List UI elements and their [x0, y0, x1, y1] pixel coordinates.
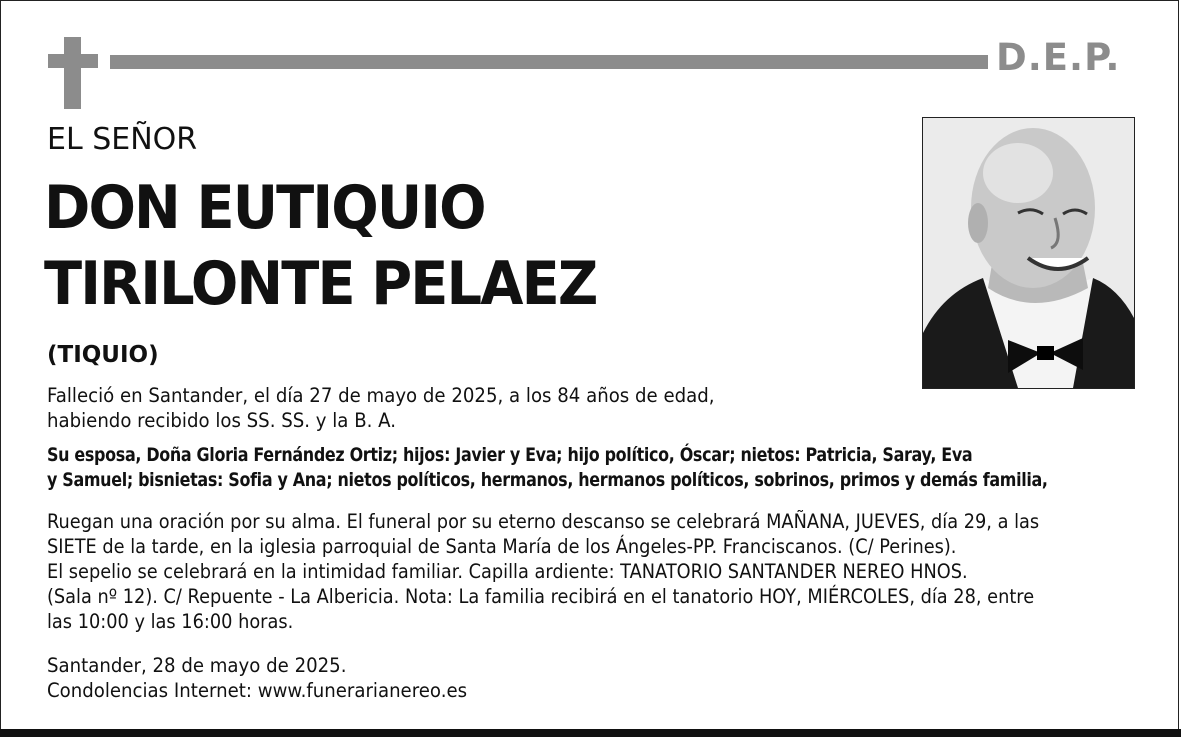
funeral-line: (Sala nº 12). C/ Repuente - La Albericia. Nota: La familia recibirá en el tanatorio HOY, MIÉRCOLES, día 28, entre — [47, 585, 1035, 608]
funeral-line: El sepelio se celebrará en la intimidad familiar. Capilla ardiente: TANATORIO SANTANDER NEREO HNOS. — [47, 560, 968, 583]
nickname: (TIQUIO) — [47, 342, 159, 368]
intro-label: EL SEÑOR — [47, 122, 198, 157]
funeral-line: Ruegan una oración por su alma. El funeral por su eterno descanso se celebrará MAÑANA, JUEVES, día 29, a las — [47, 510, 1040, 533]
bottom-border — [0, 729, 1181, 737]
closing — [47, 653, 467, 703]
header-rule — [110, 55, 988, 69]
cross-icon — [48, 37, 98, 109]
funeral-details — [47, 509, 1039, 634]
portrait-photo — [922, 117, 1135, 389]
deceased-name — [44, 170, 596, 322]
death-notice-line: Falleció en Santander, el día 27 de mayo de 2025, a los 84 años de edad, — [47, 384, 715, 407]
death-notice-line: habiendo recibido los SS. SS. y la B. A. — [47, 409, 397, 432]
family-line: y Samuel; bisnietas: Sofia y Ana; nietos políticos, hermanos, hermanos políticos, sobrinos, primos y demás familia, — [47, 469, 1048, 491]
dep-label: D.E.P. — [996, 36, 1121, 79]
name-line-1: DON EUTIQUIO — [44, 173, 485, 243]
death-notice — [47, 383, 715, 433]
closing-date: Santander, 28 de mayo de 2025. — [47, 654, 347, 677]
funeral-line: las 10:00 y las 16:00 horas. — [47, 610, 294, 633]
name-line-2: TIRILONTE PELAEZ — [44, 249, 597, 319]
condolences-line: Condolencias Internet: www.funerarianereo.es — [47, 679, 468, 702]
family-line: Su esposa, Doña Gloria Fernández Ortiz; hijos: Javier y Eva; hijo político, Óscar; nietos: Patricia, Saray, Eva — [47, 444, 973, 466]
family-list — [47, 443, 1048, 493]
funeral-line: SIETE de la tarde, en la iglesia parroquial de Santa María de los Ángeles-PP. Franciscanos. (C/ Perines). — [47, 535, 957, 558]
